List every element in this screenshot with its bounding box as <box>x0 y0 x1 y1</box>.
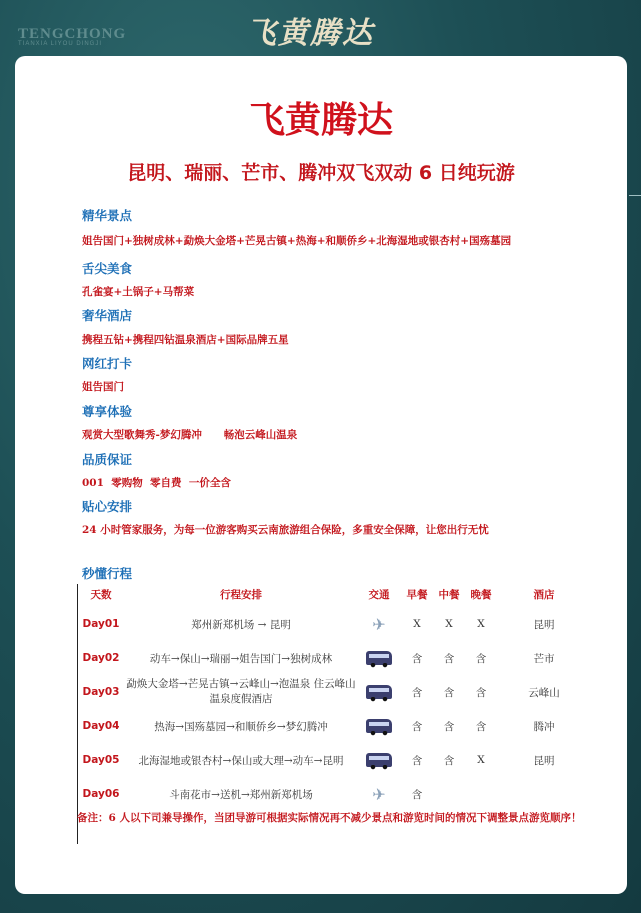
hotel: 云峰山 <box>528 686 560 699</box>
top-banner <box>0 0 641 56</box>
table-row <box>77 709 591 743</box>
bus-icon <box>366 651 392 665</box>
itinerary-heading: 秒懂行程 <box>82 566 133 581</box>
brand-english-sub: TIANXIA LIYOU DINGJI <box>18 41 103 47</box>
plane-icon: ✈ <box>372 784 386 804</box>
itinerary-note: 备注：6 人以下司兼导操作，当团导游可根据实际情况再不减少景点和游览时间的情况下调整景点游览顺序！ <box>77 812 582 824</box>
day-label: Day03 <box>82 686 120 698</box>
hotel: 芒市 <box>533 652 555 665</box>
section-text-checkin: 姐告国门 <box>82 381 124 393</box>
lunch: 含 <box>443 686 455 699</box>
lunch: 含 <box>443 754 455 767</box>
breakfast: 含 <box>411 754 423 767</box>
hotel: 昆明 <box>533 618 555 631</box>
day-plan: 动车→保山→瑞丽→姐告国门→独树成林 <box>149 652 333 665</box>
content-card <box>15 56 627 894</box>
col-breakfast: 早餐 <box>406 588 428 601</box>
breakfast: 含 <box>411 686 423 699</box>
breakfast: 含 <box>411 788 423 801</box>
table-row <box>77 641 591 675</box>
brand-logo: 飞黄腾达 <box>246 16 374 51</box>
section-text-hotel: 携程五钻+携程四钻温泉酒店+国际品牌五星 <box>82 334 289 346</box>
table-row <box>77 607 591 641</box>
lunch <box>433 777 465 811</box>
page-subtitle: 昆明、瑞丽、芒市、腾冲双飞双动 6 日纯玩游 <box>127 162 515 184</box>
col-hotel: 酒店 <box>533 588 555 601</box>
section-heading-service: 贴心安排 <box>82 499 133 514</box>
day-label: Day06 <box>82 788 120 800</box>
col-plan: 行程安排 <box>220 588 262 601</box>
section-text-experience: 观赏大型歌舞秀-梦幻腾冲 畅泡云峰山温泉 <box>82 429 298 441</box>
section-text-food: 孔雀宴+土锅子+马帮菜 <box>82 286 195 298</box>
hotel <box>497 777 591 811</box>
day-plan: 斗南花市→送机→郑州新郑机场 <box>169 788 313 801</box>
dinner: X <box>477 754 485 766</box>
dinner: 含 <box>475 720 487 733</box>
table-header-row <box>77 581 591 607</box>
page-title: 飞黄腾达 <box>248 100 393 141</box>
breakfast: 含 <box>411 652 423 665</box>
dinner <box>465 777 497 811</box>
bus-icon <box>366 685 392 699</box>
section-heading-food: 舌尖美食 <box>82 261 133 276</box>
col-lunch: 中餐 <box>438 588 460 601</box>
lunch: 含 <box>443 652 455 665</box>
edge-line <box>629 195 641 196</box>
day-plan: 热海→国殇墓园→和顺侨乡→梦幻腾冲 <box>154 720 328 733</box>
bus-icon <box>366 719 392 733</box>
day-label: Day02 <box>82 652 120 664</box>
dinner: X <box>477 618 485 630</box>
breakfast: 含 <box>411 720 423 733</box>
day-label: Day04 <box>82 720 120 732</box>
section-heading-experience: 尊享体验 <box>82 404 133 419</box>
day-label: Day01 <box>82 618 120 630</box>
hotel: 昆明 <box>533 754 555 767</box>
day-plan: 北海湿地或银杏村→保山或大理→动车→昆明 <box>138 754 344 767</box>
bus-icon <box>366 753 392 767</box>
breakfast: X <box>413 618 421 630</box>
section-heading-quality: 品质保证 <box>82 452 133 467</box>
col-day: 天数 <box>90 588 112 601</box>
section-heading-hotel: 奢华酒店 <box>82 308 133 323</box>
itinerary-table <box>77 581 591 811</box>
plane-icon: ✈ <box>372 614 386 634</box>
day-label: Day05 <box>82 754 120 766</box>
table-row <box>77 777 591 811</box>
section-text-highlights: 姐告国门+独树成林+勐焕大金塔+芒晃古镇+热海+和顺侨乡+北海湿地或银杏村+国殇墓园 <box>82 235 512 247</box>
table-row <box>77 675 591 709</box>
day-plan: 勐焕大金塔→芒晃古镇→云峰山→泡温泉 住云峰山温泉度假酒店 <box>126 678 356 705</box>
lunch: X <box>445 618 453 630</box>
col-dinner: 晚餐 <box>470 588 492 601</box>
dinner: 含 <box>475 652 487 665</box>
dinner: 含 <box>475 686 487 699</box>
col-transport: 交通 <box>368 588 390 601</box>
section-text-service: 24 小时管家服务，为每一位游客购买云南旅游组合保险，多重安全保障，让您出行无忧 <box>82 524 489 536</box>
table-row <box>77 743 591 777</box>
section-text-quality: 001 零购物 零自费 一价全含 <box>82 477 231 489</box>
section-heading-checkin: 网红打卡 <box>82 356 133 371</box>
day-plan: 郑州新郑机场 → 昆明 <box>191 618 291 631</box>
section-heading-highlights: 精华景点 <box>82 208 133 223</box>
hotel: 腾冲 <box>533 720 555 733</box>
brand-english: TENGCHONG <box>18 26 127 42</box>
lunch: 含 <box>443 720 455 733</box>
